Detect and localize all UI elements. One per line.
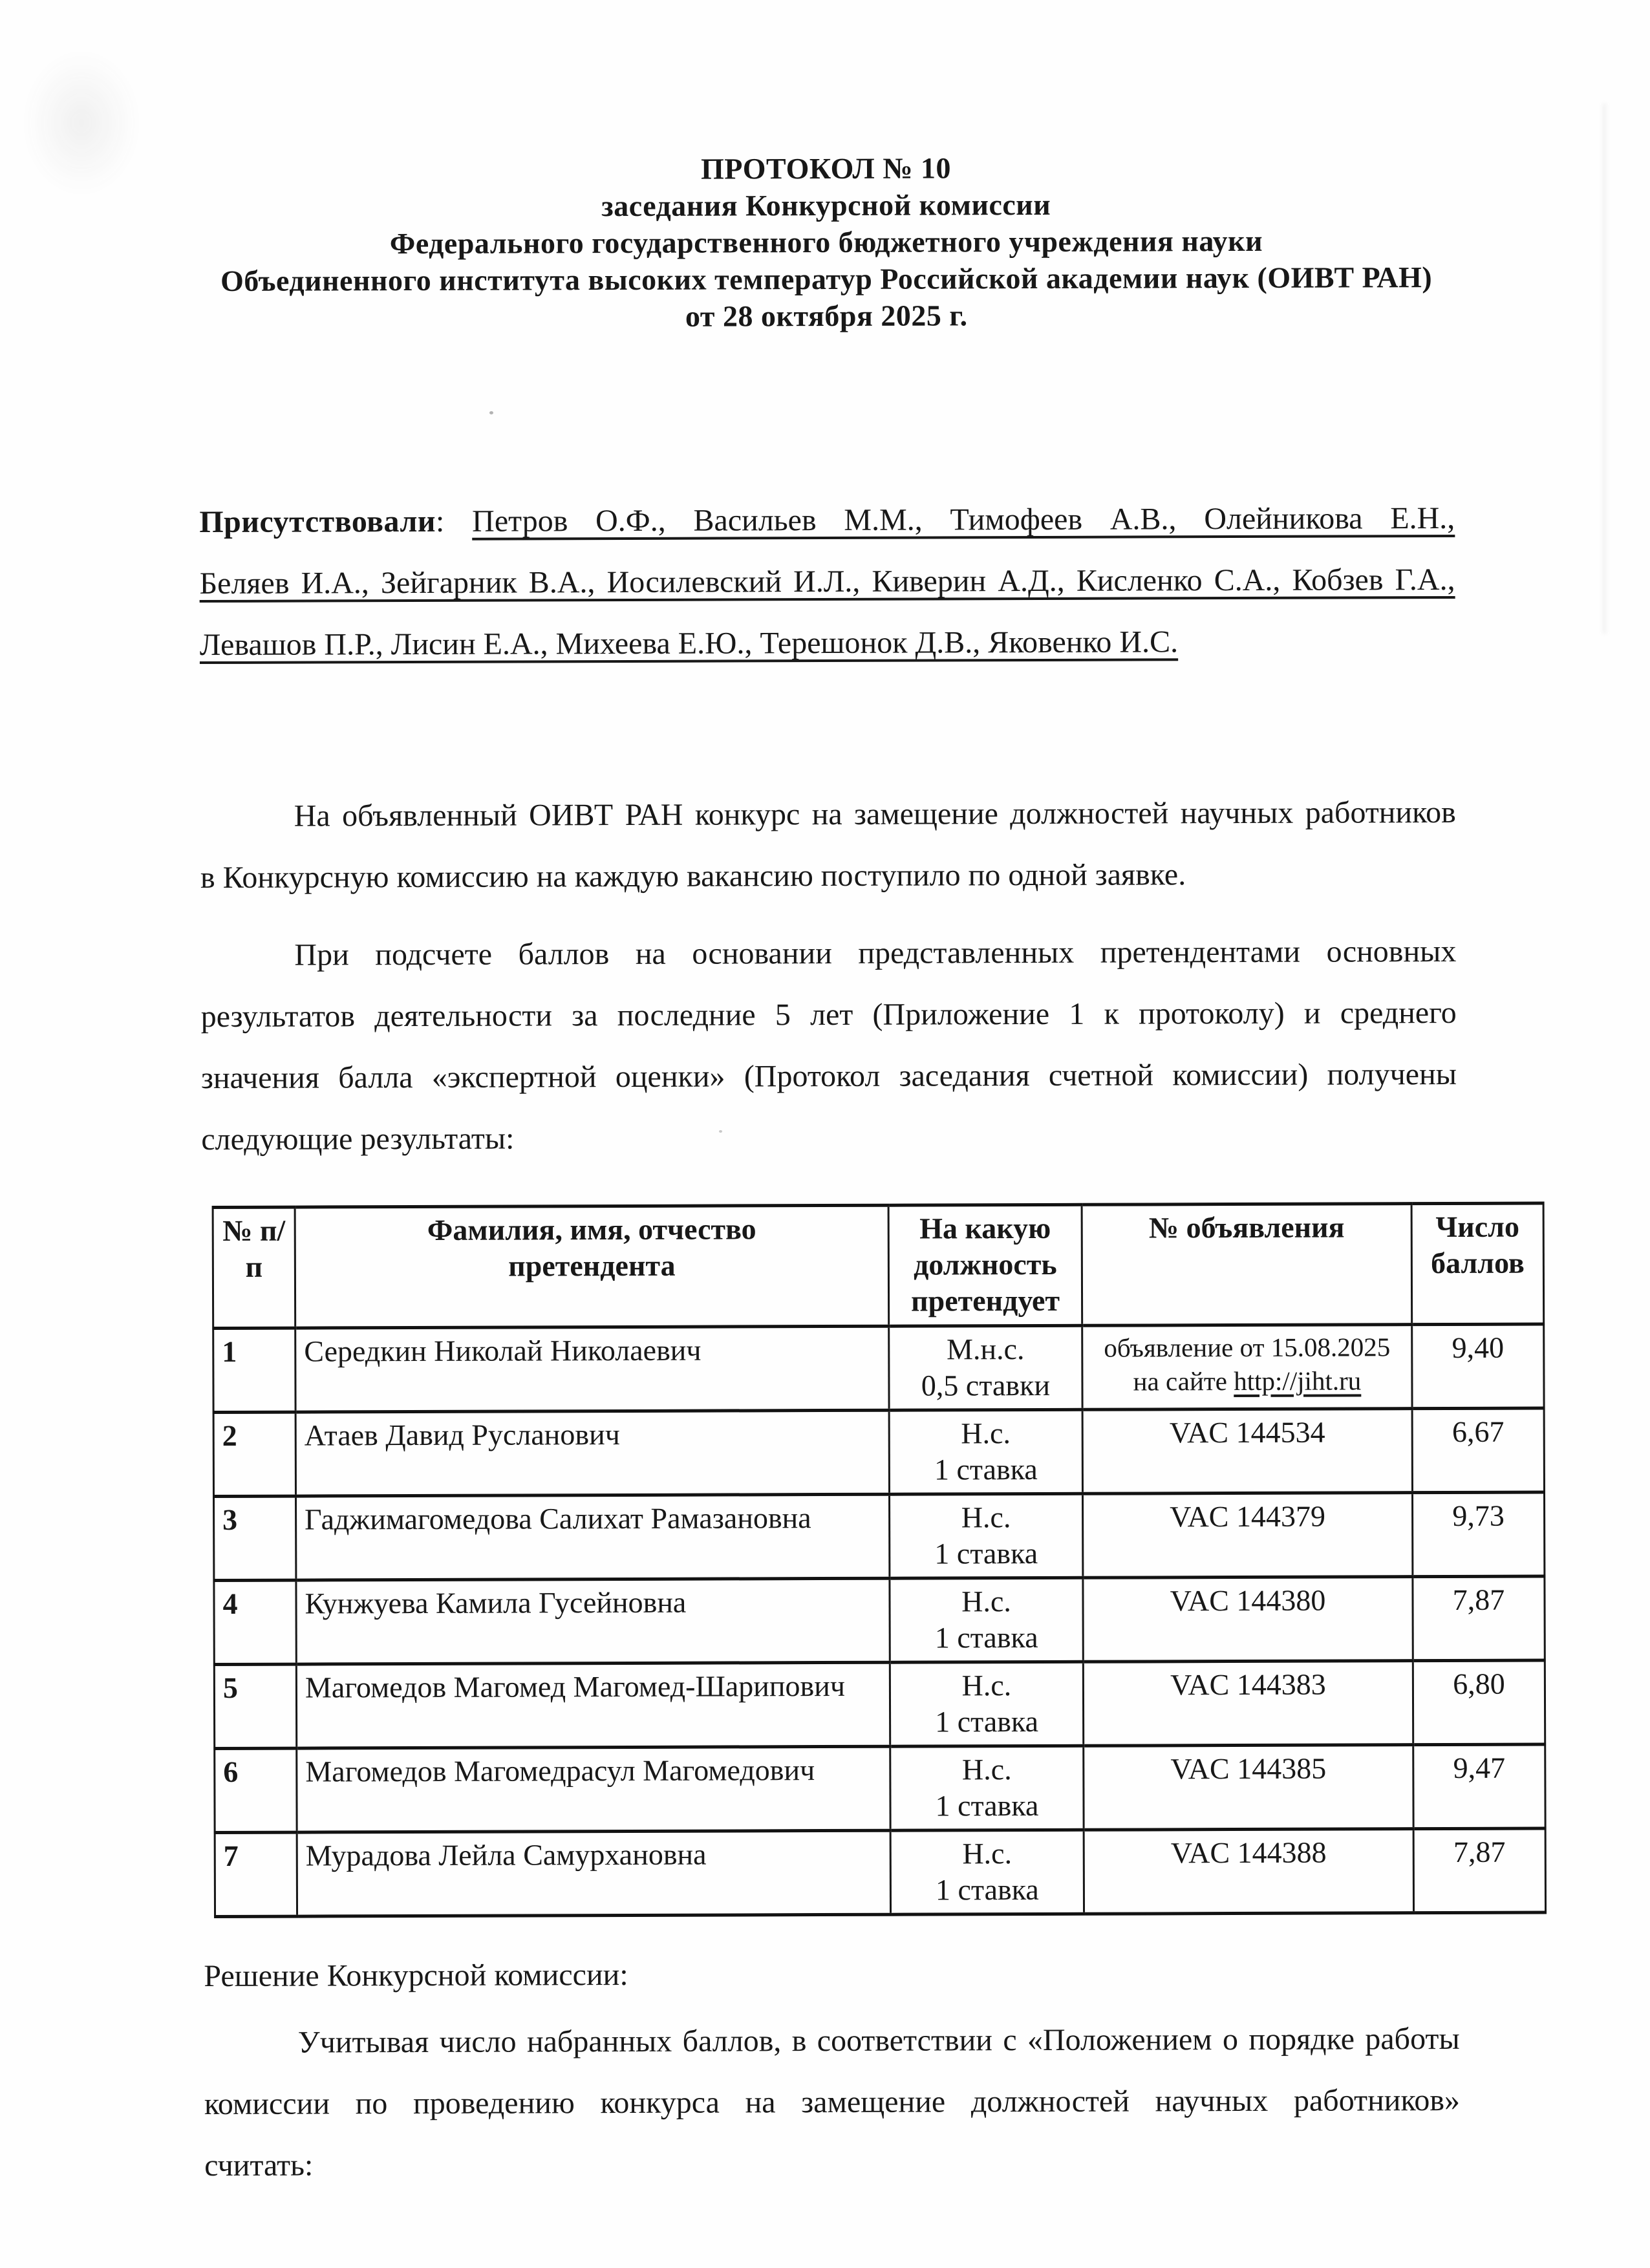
- title-line-date: от 28 октября 2025 г.: [685, 299, 968, 333]
- score-value: 9,73: [1412, 1492, 1544, 1577]
- position-title: М.н.с.: [946, 1332, 1025, 1366]
- title-line-protocol-number: ПРОТОКОЛ № 10: [700, 151, 952, 186]
- paragraph-line: результатов деятельности за последние 5 лет (Приложение 1 к протоколу) и среднего: [200, 995, 1457, 1034]
- paragraph-line: При подсчете баллов на основании представленных претендентами основных: [294, 934, 1457, 972]
- position-rate: 1 ставка: [934, 1452, 1038, 1486]
- position-title: Н.с.: [961, 1585, 1011, 1618]
- candidate-name: Атаев Давид Русланович: [295, 1410, 889, 1496]
- paragraph-scoring: [200, 921, 1457, 1170]
- attendees-line: [200, 610, 1455, 676]
- position-title: Н.с.: [962, 1837, 1012, 1870]
- attendees-section: [199, 487, 1455, 676]
- header-candidate-name: [295, 1205, 889, 1328]
- paragraph-line: На объявленный ОИВТ РАН конкурс на замещение должностей научных работников: [294, 795, 1456, 833]
- results-table: [212, 1202, 1547, 1918]
- score-value: 9,47: [1413, 1744, 1545, 1829]
- position-cell: [889, 1493, 1082, 1578]
- score-value: 7,87: [1413, 1828, 1545, 1913]
- candidate-name: Середкин Николай Николаевич: [295, 1326, 889, 1412]
- candidate-name: Кунжуева Камила Гусейновна: [296, 1578, 890, 1664]
- attendees-line: [199, 487, 1455, 553]
- header-row: [213, 1203, 1544, 1328]
- document-content: [198, 0, 1525, 2196]
- header-score: Число баллов: [1411, 1203, 1544, 1325]
- table-row: [214, 1492, 1545, 1580]
- attendees-names: Беляев И.А., Зейгарник В.А., Иосилевский И.Л., Киверин А.Д., Кисленко С.А., Кобзев Г.А.,: [199, 562, 1455, 601]
- row-number: 3: [214, 1496, 296, 1580]
- position-cell: [890, 1746, 1084, 1830]
- position-title: Н.с.: [961, 1753, 1012, 1786]
- candidate-name: Магомедов Магомед Магомед-Шарипович: [296, 1662, 890, 1748]
- candidate-name: Мурадова Лейла Самурхановна: [297, 1830, 890, 1916]
- position-cell: [890, 1662, 1083, 1746]
- paragraph-line: Учитывая число набранных баллов, в соответствии с «Положением о порядке работы: [297, 2021, 1460, 2060]
- table-row: [213, 1408, 1544, 1496]
- score-value: 6,67: [1412, 1408, 1544, 1493]
- attendees-separator: :: [435, 504, 473, 539]
- announcement-date: объявление от 15.08.2025: [1104, 1332, 1391, 1363]
- document-title: [198, 148, 1454, 336]
- vacancy-code: VAC 144388: [1084, 1829, 1413, 1914]
- jiht-link: http://jiht.ru: [1234, 1365, 1362, 1396]
- position-cell: [889, 1325, 1082, 1410]
- score-value: 9,40: [1412, 1324, 1544, 1409]
- title-line-institution-2: Объединенного института высоких температур Российской академии наук (ОИВТ РАН): [220, 261, 1433, 297]
- attendees-line: [199, 549, 1455, 614]
- paragraph-applications: [200, 782, 1457, 908]
- header-row-number: № п/п: [213, 1207, 295, 1328]
- attendees-names: Левашов П.Р., Лисин Е.А., Михеева Е.Ю., Терешонок Д.В., Яковенко И.С.: [199, 625, 1179, 663]
- paragraph-line: считать:: [204, 2148, 314, 2183]
- row-number: 2: [213, 1412, 295, 1496]
- position-rate: 1 ставка: [935, 1788, 1039, 1823]
- paragraph-decision: [204, 2008, 1461, 2196]
- paragraph-line: комиссии по проведению конкурса на замещение должностей научных работников»: [204, 2082, 1461, 2122]
- position-title: Н.с.: [961, 1417, 1011, 1450]
- announcement-cell: [1082, 1325, 1412, 1410]
- row-number: 4: [214, 1580, 296, 1664]
- header-candidate-name-text: Фамилия, имя, отчество претендента: [427, 1212, 756, 1283]
- table-row: [214, 1660, 1545, 1748]
- title-line-meeting: заседания Конкурсной комиссии: [601, 187, 1051, 223]
- title-line-institution-1: Федерального государственного бюджетного учреждения науки: [389, 224, 1263, 261]
- decision-label: Решение Конкурсной комиссии:: [204, 1957, 628, 1994]
- vacancy-code: VAC 144534: [1082, 1409, 1412, 1494]
- candidate-name: Гаджимагомедова Салихат Рамазановна: [296, 1494, 890, 1580]
- attendees-names: Петров О.Ф., Васильев М.М., Тимофеев А.В., Олейникова Е.Н.,: [472, 500, 1455, 539]
- paragraph-line: значения балла «экспертной оценки» (Протокол заседания счетной комиссии) получены: [200, 1056, 1457, 1096]
- attendees-label: Присутствовали: [199, 504, 436, 540]
- position-rate: 1 ставка: [935, 1872, 1039, 1907]
- row-number: 1: [213, 1328, 295, 1412]
- announcement-site: [1091, 1364, 1403, 1398]
- vacancy-code: VAC 144380: [1083, 1577, 1413, 1662]
- table-row: [215, 1828, 1545, 1916]
- scan-artifact-streak: [1602, 103, 1607, 634]
- table-row: [214, 1576, 1545, 1664]
- position-title: Н.с.: [961, 1501, 1011, 1534]
- position-rate: 1 ставка: [934, 1620, 1038, 1654]
- row-number: 5: [214, 1664, 296, 1748]
- position-rate: 1 ставка: [934, 1536, 1038, 1570]
- position-cell: [890, 1830, 1084, 1914]
- scan-artifact-smudge: [4, 26, 159, 220]
- candidate-name: Магомедов Магомедрасул Магомедович: [297, 1746, 890, 1832]
- vacancy-code: VAC 144383: [1083, 1661, 1413, 1746]
- table-row: [215, 1744, 1545, 1832]
- results-table-header: [213, 1203, 1544, 1328]
- position-title: Н.с.: [961, 1669, 1012, 1702]
- vacancy-code: VAC 144379: [1082, 1493, 1412, 1578]
- table-row: [213, 1324, 1544, 1412]
- score-value: 7,87: [1413, 1576, 1545, 1661]
- position-cell: [889, 1409, 1082, 1494]
- row-number: 6: [215, 1748, 297, 1832]
- score-value: 6,80: [1413, 1660, 1545, 1745]
- position-cell: [890, 1578, 1083, 1662]
- header-announcement: № объявления: [1082, 1204, 1412, 1326]
- position-rate: 0,5 ставки: [921, 1368, 1051, 1402]
- vacancy-code: VAC 144385: [1084, 1745, 1413, 1830]
- position-rate: 1 ставка: [935, 1704, 1039, 1738]
- row-number: 7: [215, 1832, 297, 1916]
- announcement-site-prefix: на сайте: [1133, 1366, 1234, 1396]
- paragraph-line: следующие результаты:: [201, 1121, 515, 1157]
- header-position: На какую должность претендует: [888, 1204, 1082, 1326]
- paragraph-line: в Конкурсную комиссию на каждую вакансию поступило по одной заявке.: [200, 857, 1186, 895]
